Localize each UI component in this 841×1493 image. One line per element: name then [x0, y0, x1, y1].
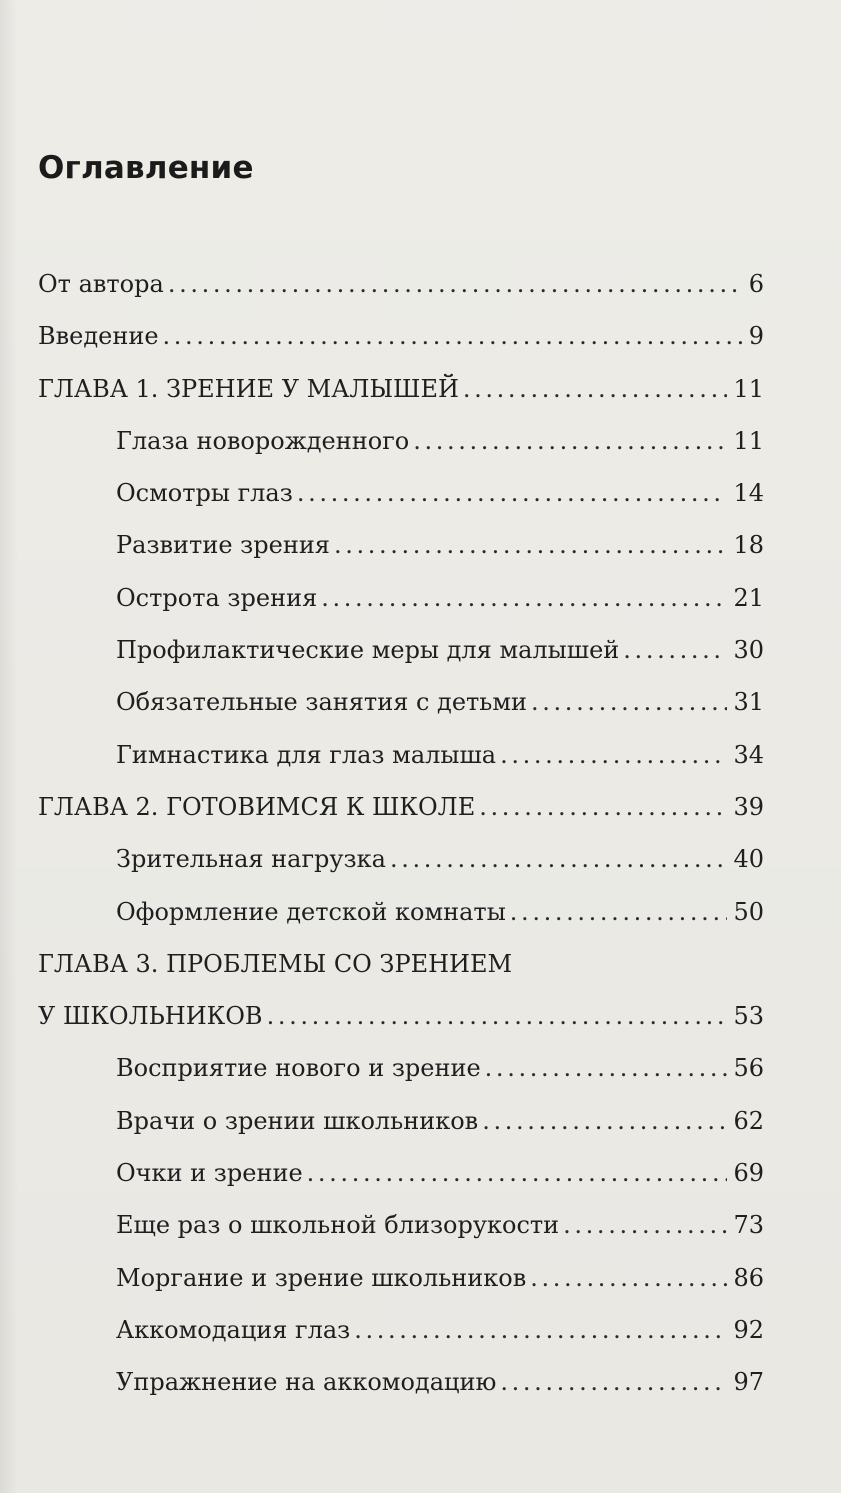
- toc-dot-leader: [463, 369, 728, 409]
- toc-entry-page-number: 40: [733, 845, 764, 874]
- toc-chapter-entry: [38, 369, 764, 421]
- toc-entry-label: Острота зрения: [116, 583, 318, 612]
- toc-entry: [38, 682, 764, 734]
- toc-entry-page-number: 21: [733, 583, 764, 612]
- toc-entry-page-number: 39: [733, 792, 764, 821]
- toc-entry-label: Развитие зрения: [116, 531, 330, 560]
- toc-entry-label: Гимнастика для глаз малыша: [116, 740, 497, 769]
- toc-dot-leader: [267, 996, 728, 1036]
- toc-chapter-entry: [38, 944, 764, 996]
- toc-dot-leader: [510, 892, 728, 932]
- toc-entry-label: У ШКОЛЬНИКОВ: [38, 1002, 263, 1031]
- toc-entry: [38, 735, 764, 787]
- toc-dot-leader: [500, 735, 727, 775]
- toc-chapter-entry: [38, 787, 764, 839]
- toc-entry: [38, 1048, 764, 1100]
- toc-entry-page-number: 11: [733, 374, 764, 403]
- toc-entry-page-number: 56: [733, 1054, 764, 1083]
- toc-entry-label: ГЛАВА 3. ПРОБЛЕМЫ СО ЗРЕНИЕМ: [38, 949, 513, 978]
- toc-entry-label: Зрительная нагрузка: [116, 845, 386, 874]
- toc-chapter-entry: [38, 316, 764, 368]
- toc-entry-label: Еще раз о школьной близорукости: [116, 1211, 560, 1240]
- toc-entry-label: Очки и зрение: [116, 1159, 303, 1188]
- toc-entry: [38, 1362, 764, 1414]
- toc-entry-label: ГЛАВА 2. ГОТОВИМСЯ К ШКОЛЕ: [38, 792, 476, 821]
- toc-entry-page-number: 53: [733, 1002, 764, 1031]
- toc-entry-label: Упражнение на аккомодацию: [116, 1368, 497, 1397]
- toc-entry-page-number: 9: [748, 322, 764, 351]
- toc-entry-page-number: 6: [748, 270, 764, 298]
- toc-entry-label: Оформление детской комнаты: [116, 897, 506, 926]
- toc-dot-leader: [563, 1205, 727, 1245]
- toc-entry-page-number: 11: [733, 426, 764, 455]
- toc-entry: [38, 473, 764, 525]
- toc-entry-label: Обязательные занятия с детьми: [116, 688, 528, 717]
- toc-entry-label: Врачи о зрении школьников: [116, 1106, 479, 1135]
- toc-entry-page-number: 86: [733, 1263, 764, 1292]
- toc-entry: [38, 630, 764, 682]
- toc-entry: [38, 1153, 764, 1205]
- toc-entry-label: Восприятие нового и зрение: [116, 1054, 481, 1083]
- toc-dot-leader: [334, 525, 728, 565]
- toc-entry-page-number: 69: [733, 1159, 764, 1188]
- toc-entry-page-number: 30: [733, 636, 764, 665]
- toc-entry-page-number: 73: [733, 1211, 764, 1240]
- table-of-contents: [38, 264, 764, 1415]
- toc-dot-leader: [297, 473, 728, 513]
- toc-chapter-entry: [38, 264, 764, 316]
- toc-entry-page-number: 97: [733, 1368, 764, 1397]
- toc-entry-page-number: 18: [733, 531, 764, 560]
- toc-entry-page-number: 34: [733, 740, 764, 769]
- toc-entry-page-number: 92: [733, 1315, 764, 1344]
- toc-dot-leader: [485, 1048, 728, 1088]
- toc-entry-page-number: 14: [733, 479, 764, 508]
- toc-entry-page-number: 50: [733, 897, 764, 926]
- toc-entry-label: Глаза новорожденного: [116, 426, 410, 455]
- toc-entry: [38, 1205, 764, 1257]
- toc-dot-leader: [530, 1258, 727, 1298]
- toc-entry-label: Осмотры глаз: [116, 479, 293, 508]
- toc-entry: [38, 1101, 764, 1153]
- toc-dot-leader: [413, 421, 727, 461]
- toc-entry: [38, 1258, 764, 1310]
- page-title: Оглавление: [38, 150, 254, 186]
- toc-dot-leader: [500, 1362, 727, 1402]
- toc-entry: [38, 421, 764, 473]
- toc-entry-label: ГЛАВА 1. ЗРЕНИЕ У МАЛЫШЕЙ: [38, 374, 459, 403]
- toc-entry-label: Аккомодация глаз: [116, 1315, 351, 1344]
- toc-entry: [38, 839, 764, 891]
- toc-dot-leader: [623, 630, 727, 670]
- toc-entry-page-number: 31: [733, 688, 764, 717]
- toc-entry: [38, 892, 764, 944]
- toc-dot-leader: [482, 1101, 727, 1141]
- toc-entry-page-number: 62: [733, 1106, 764, 1135]
- toc-dot-leader: [390, 839, 728, 879]
- toc-chapter-entry: [38, 996, 764, 1048]
- toc-entry-label: От автора: [38, 270, 164, 298]
- toc-dot-leader: [354, 1310, 727, 1350]
- toc-entry-label: Моргание и зрение школьников: [116, 1263, 527, 1292]
- toc-dot-leader: [531, 682, 727, 722]
- toc-entry: [38, 525, 764, 577]
- toc-dot-leader: [307, 1153, 728, 1193]
- toc-dot-leader: [321, 578, 727, 618]
- toc-dot-leader: [168, 264, 743, 304]
- toc-entry: [38, 1310, 764, 1362]
- toc-dot-leader: [479, 787, 727, 827]
- toc-entry-label: Введение: [38, 322, 159, 351]
- toc-entry: [38, 578, 764, 630]
- toc-dot-leader: [163, 316, 743, 356]
- toc-entry-label: Профилактические меры для малышей: [116, 636, 620, 665]
